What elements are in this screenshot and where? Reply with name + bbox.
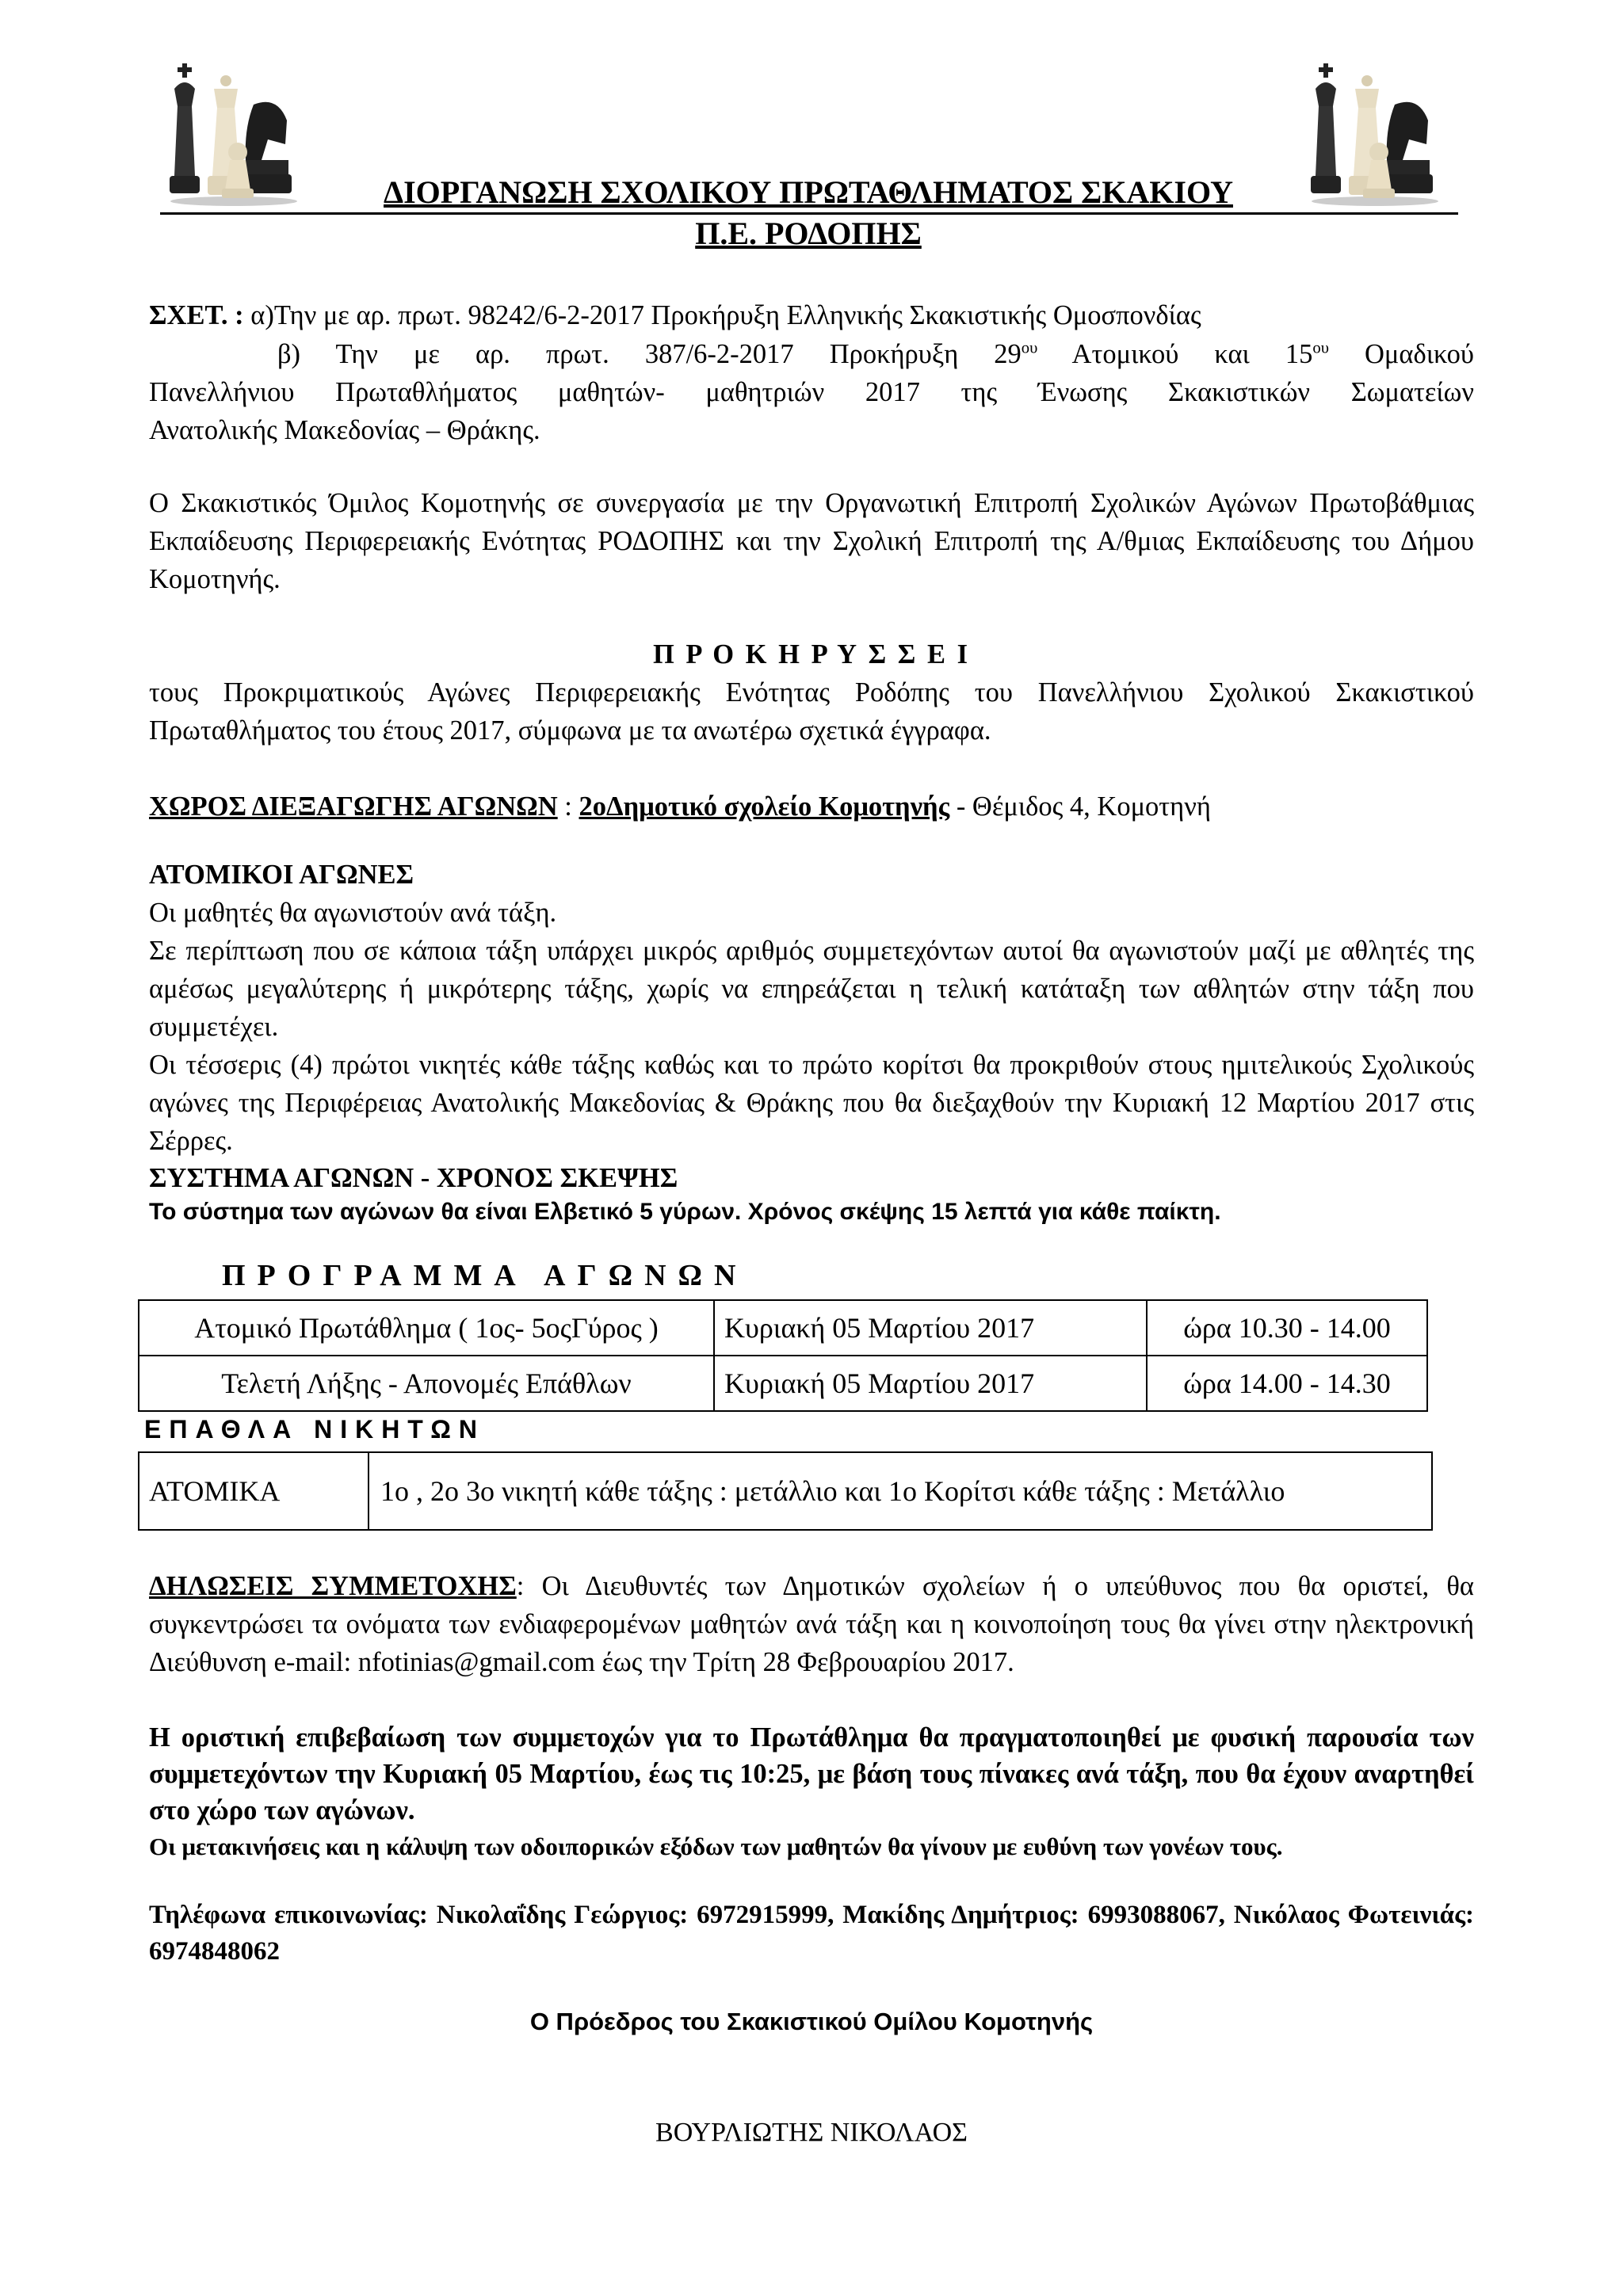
reference-line-b: β) Την με αρ. πρωτ. 387/6-2-2017 Προκήρυξη $29^{o\upsilon}$ Ατομικού και $15^{o\upsilon}$ Ομαδικού [277, 339, 1474, 369]
intro-paragraph: Ο Σκακιστικός Όμιλος Κομοτηνής σε συνεργασία με την Οργανωτική Επιτροπή Σχολικών Αγώνων Πρωτοβάθμιας Εκπαίδευσης Περιφερειακής Ενότητας ΡΟΔΟΠΗΣ και την Σχολική Επιτροπή της Α/θμιας Εκπαίδευσης του Δήμου Κομοτηνής. [149, 488, 1474, 594]
declarations-paragraph [149, 1567, 1474, 1681]
individual-heading: ΑΤΟΜΙΚΟΙ ΑΓΩΝΕΣ [149, 860, 414, 890]
proclamation-heading: Π Ρ Ο Κ Η Ρ Υ Σ Σ Ε Ι [652, 639, 971, 669]
declarations-text: : Οι Διευθυντές των Δημοτικών σχολείων ή ο υπεύθυνος που θα οριστεί, θα συγκεντρώσει τα ονόματα των ενδιαφερομένων μαθητών ανά τάξη και η κοινοποίηση τους θα γίνει στην ηλεκτρονική Διεύθυνση e-mail: nfotinias@gmail.com έως την Τρίτη 28 Φεβρουαρίου 2017. [149, 1571, 1474, 1677]
signature-role: Ο Πρόεδρος του Σκακιστικού Ομίλου Κομοτηνής [529, 2008, 1094, 2035]
reference-a: α)Την με αρ. πρωτ. 98242/6-2-2017 Προκήρυξη Ελληνικής Σκακιστικής Ομοσπονδίας [250, 300, 1201, 330]
chess-pieces-logo-left [166, 57, 301, 208]
venue-label: ΧΩΡΟΣ ΔΙΕΞΑΓΩΓΗΣ ΑΓΩΝΩΝ [149, 791, 558, 822]
chess-pieces-logo-right [1308, 57, 1442, 208]
program-date: Κυριακή 05 Μαρτίου 2017 [714, 1356, 1147, 1411]
individual-para1: Σε περίπτωση που σε κάποια τάξη υπάρχει μικρός αριθμός συμμετεχόντων αυτοί θα αγωνιστούν μαζί με αθλητές της αμέσως μεγαλύτερης ή μικρότερης τάξης, χωρίς να επηρεάζεται η τελική κατάταξη των αθλητών στην τάξη που συμμετέχει. [149, 936, 1474, 1042]
proclamation-text: τους Προκριματικούς Αγώνες Περιφερειακής Ενότητας Ροδόπης του Πανελλήνιου Σχολικού Σκακιστικού Πρωταθλήματος του έτους 2017, σύμφωνα με τα ανωτέρω σχετικά έγγραφα. [149, 677, 1474, 746]
travel-paragraph: Οι μετακινήσεις και η κάλυψη των οδοιπορικών εξόδων των μαθητών θα γίνουν με ευθύνη των γονέων τους. [149, 1833, 1283, 1860]
system-heading: ΣΥΣΤΗΜΑ ΑΓΩΝΩΝ - ΧΡΟΝΟΣ ΣΚΕΨΗΣ [149, 1163, 678, 1193]
table-row [139, 1356, 1427, 1411]
confirmation-paragraph: Η οριστική επιβεβαίωση των συμμετοχών για το Πρωτάθλημα θα πραγματοποιηθεί με φυσική παρουσία των συμμετεχόντων την Κυριακή 05 Μαρτίου, έως τις 10:25, με βάση τους πίνακες ανά τάξη, που θα έχουν αναρτηθεί στο χώρο των αγώνων. [149, 1722, 1474, 1825]
prizes-description: 1ο , 2ο 3ο νικητή κάθε τάξης : μετάλλιο και 1ο Κορίτσι κάθε τάξης : Μετάλλιο [369, 1452, 1432, 1530]
program-date: Κυριακή 05 Μαρτίου 2017 [714, 1300, 1147, 1356]
venue-line: ΧΩΡΟΣ ΔΙΕΞΑΓΩΓΗΣ ΑΓΩΝΩΝ : 2oΔημοτικό σχολείο Κομοτηνής - Θέμιδος 4, Κομοτηνή [149, 791, 1211, 822]
program-event: Τελετή Λήξης - Απονομές Επάθλων [139, 1356, 714, 1411]
table-row [139, 1452, 1432, 1530]
document-subtitle: Π.Ε. ΡΟΔΟΠΗΣ [695, 215, 922, 251]
declarations-label: ΔΗΛΩΣΕΙΣ ΣΥΜΜΕΤΟΧΗΣ [149, 1571, 517, 1601]
table-row [139, 1300, 1427, 1356]
reference-label: ΣΧΕΤ. : [149, 300, 244, 330]
individual-para2: Οι τέσσερις (4) πρώτοι νικητές κάθε τάξης καθώς και το πρώτο κορίτσι θα προκριθούν στους ημιτελικούς Σχολικούς αγώνες της Περιφέρειας Ανατολικής Μακεδονίας & Θράκης που θα διεξαχθούν την Κυριακή 12 Μαρτίου 2017 στις Σέρρες. [149, 1050, 1474, 1156]
prizes-table [138, 1451, 1433, 1531]
individual-line1: Οι μαθητές θα αγωνιστούν ανά τάξη. [149, 898, 557, 928]
prizes-category: ΑΤΟΜΙΚΑ [139, 1452, 369, 1530]
program-time: ώρα 10.30 - 14.00 [1147, 1300, 1427, 1356]
program-event: Ατομικό Πρωτάθλημα ( 1ος- 5οςΓύρος ) [139, 1300, 714, 1356]
program-time: ώρα 14.00 - 14.30 [1147, 1356, 1427, 1411]
program-heading: ΠΡΟΓΡΑΜΜΑ ΑΓΩΝΩΝ [222, 1259, 748, 1292]
dark-king-icon [1311, 63, 1341, 193]
reference-line-a [149, 296, 1474, 334]
system-text: Το σύστημα των αγώνων θα είναι Ελβετικό 5 γύρων. Χρόνος σκέψης 15 λεπτά για κάθε παίκτη. [149, 1199, 1221, 1225]
dark-king-icon [170, 63, 200, 193]
phones-paragraph: Τηλέφωνα επικοινωνίας: Νικολαΐδης Γεώργιος: 6972915999, Μακίδης Δημήτριος: 6993088067, Νικόλαος Φωτεινιάς: 6974848062 [149, 1901, 1474, 1966]
program-table [138, 1299, 1428, 1412]
venue-address: - Θέμιδος 4, Κομοτηνή [949, 791, 1211, 822]
document-title: ΔΙΟΡΓΑΝΩΣΗ ΣΧΟΛΙΚΟΥ ΠΡΩΤΑΘΛΗΜΑΤΟΣ ΣΚΑΚΙΟΥ [384, 174, 1233, 210]
prizes-heading: ΕΠΑΘΛΑ ΝΙΚΗΤΩΝ [144, 1415, 486, 1444]
reference-b-line2: Πανελλήνιου Πρωταθλήματος μαθητών- μαθητριών 2017 της Ένωσης Σκακιστικών Σωματείων [149, 377, 1474, 407]
reference-b-line3: Ανατολικής Μακεδονίας – Θράκης. [149, 415, 540, 445]
venue-school: 2oΔημοτικό σχολείο Κομοτηνής [579, 791, 950, 822]
signature-name: ΒΟΥΡΛΙΩΤΗΣ ΝΙΚΟΛΑΟΣ [655, 2118, 968, 2147]
